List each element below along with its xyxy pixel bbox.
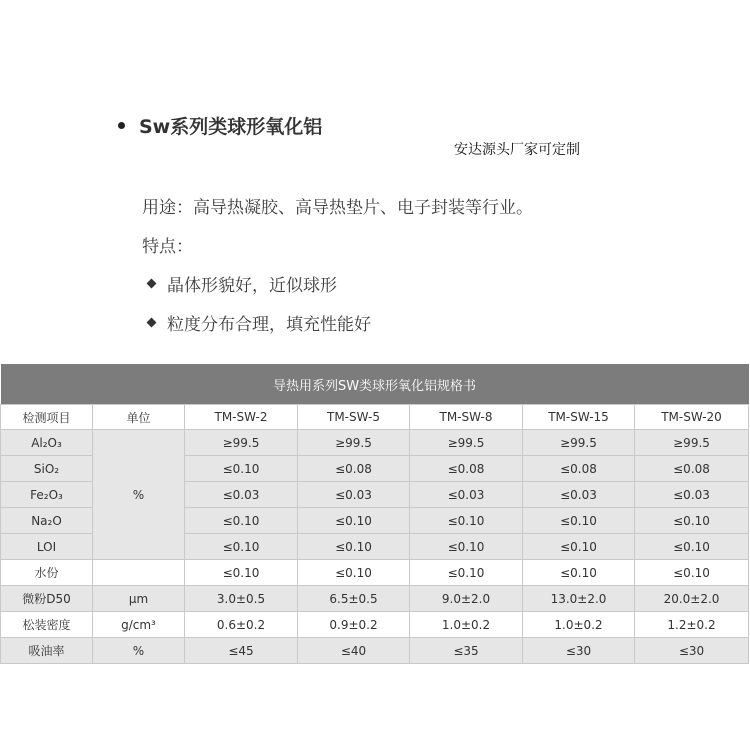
value-cell: 3.0±0.5 [185, 586, 298, 612]
feature-text: 晶体形貌好，近似球形 [167, 276, 337, 296]
value-cell: ≤0.10 [298, 560, 410, 586]
value-cell: ≤0.03 [523, 482, 635, 508]
value-cell: 0.6±0.2 [185, 612, 298, 638]
value-cell: ≤0.03 [298, 482, 410, 508]
header-cell: TM-SW-8 [410, 405, 523, 430]
value-cell: ≥99.5 [635, 430, 749, 456]
features-title: 特点： [142, 237, 193, 257]
value-cell: ≤0.03 [185, 482, 298, 508]
item-cell: 吸油率 [1, 638, 93, 664]
value-cell: ≤0.10 [298, 508, 410, 534]
header-cell: TM-SW-20 [635, 405, 749, 430]
value-cell: ≤0.08 [410, 456, 523, 482]
value-cell: ≤0.10 [635, 560, 749, 586]
value-cell: 0.9±0.2 [298, 612, 410, 638]
diamond-bullet-icon [147, 279, 157, 289]
value-cell: ≥99.5 [410, 430, 523, 456]
item-cell: Fe₂O₃ [1, 482, 93, 508]
usage-text: 用途：高导热凝胶、高导热垫片、电子封装等行业。 [142, 198, 533, 218]
value-cell: ≤0.08 [635, 456, 749, 482]
value-cell: ≤0.03 [410, 482, 523, 508]
header-cell: TM-SW-15 [523, 405, 635, 430]
item-cell: 水份 [1, 560, 93, 586]
slogan: 安达源头厂家可定制 [454, 142, 580, 158]
value-cell: 20.0±2.0 [635, 586, 749, 612]
header-cell: 检测项目 [1, 405, 93, 430]
value-cell: 1.0±0.2 [410, 612, 523, 638]
table-row [1, 612, 749, 638]
item-cell: SiO₂ [1, 456, 93, 482]
feature-text: 粒度分布合理，填充性能好 [167, 315, 371, 335]
value-cell: ≥99.5 [185, 430, 298, 456]
value-cell: ≤0.10 [523, 508, 635, 534]
value-cell: ≤0.10 [298, 534, 410, 560]
value-cell: ≤0.10 [185, 508, 298, 534]
value-cell: ≤0.10 [523, 534, 635, 560]
value-cell: ≤30 [635, 638, 749, 664]
header-cell: TM-SW-2 [185, 405, 298, 430]
unit-cell: % [93, 638, 185, 664]
bullet-dot-icon [118, 122, 125, 129]
table-caption: 导热用系列SW类球形氧化铝规格书 [1, 364, 749, 405]
unit-cell: % [93, 430, 185, 560]
value-cell: ≥99.5 [298, 430, 410, 456]
table-row [1, 586, 749, 612]
value-cell: ≤0.10 [523, 560, 635, 586]
value-cell: ≤30 [523, 638, 635, 664]
unit-cell: μm [93, 586, 185, 612]
value-cell: 1.2±0.2 [635, 612, 749, 638]
product-heading [118, 112, 322, 139]
value-cell: ≤0.08 [298, 456, 410, 482]
unit-cell [93, 560, 185, 586]
table-row [1, 430, 749, 456]
item-cell: 微粉D50 [1, 586, 93, 612]
item-cell: Na₂O [1, 508, 93, 534]
value-cell: ≤0.03 [635, 482, 749, 508]
spec-table [0, 364, 749, 664]
value-cell: ≤35 [410, 638, 523, 664]
feature-item [148, 271, 337, 296]
value-cell: 13.0±2.0 [523, 586, 635, 612]
item-cell: Al₂O₃ [1, 430, 93, 456]
item-cell: 松装密度 [1, 612, 93, 638]
value-cell: ≤45 [185, 638, 298, 664]
value-cell: ≤0.10 [185, 560, 298, 586]
header-cell: 单位 [93, 405, 185, 430]
value-cell: ≤0.10 [410, 534, 523, 560]
value-cell: 1.0±0.2 [523, 612, 635, 638]
value-cell: ≤0.10 [410, 560, 523, 586]
value-cell: ≤40 [298, 638, 410, 664]
value-cell: ≤0.10 [635, 508, 749, 534]
value-cell: ≥99.5 [523, 430, 635, 456]
table-row [1, 560, 749, 586]
value-cell: ≤0.08 [523, 456, 635, 482]
value-cell: ≤0.10 [185, 534, 298, 560]
item-cell: LOI [1, 534, 93, 560]
product-title: Sw系列类球形氧化铝 [139, 116, 323, 138]
feature-item [148, 310, 371, 335]
header-cell: TM-SW-5 [298, 405, 410, 430]
value-cell: ≤0.10 [635, 534, 749, 560]
unit-cell: g/cm³ [93, 612, 185, 638]
diamond-bullet-icon [147, 318, 157, 328]
table-row [1, 638, 749, 664]
value-cell: 6.5±0.5 [298, 586, 410, 612]
table-header-row [1, 405, 749, 430]
value-cell: ≤0.10 [185, 456, 298, 482]
value-cell: 9.0±2.0 [410, 586, 523, 612]
value-cell: ≤0.10 [410, 508, 523, 534]
